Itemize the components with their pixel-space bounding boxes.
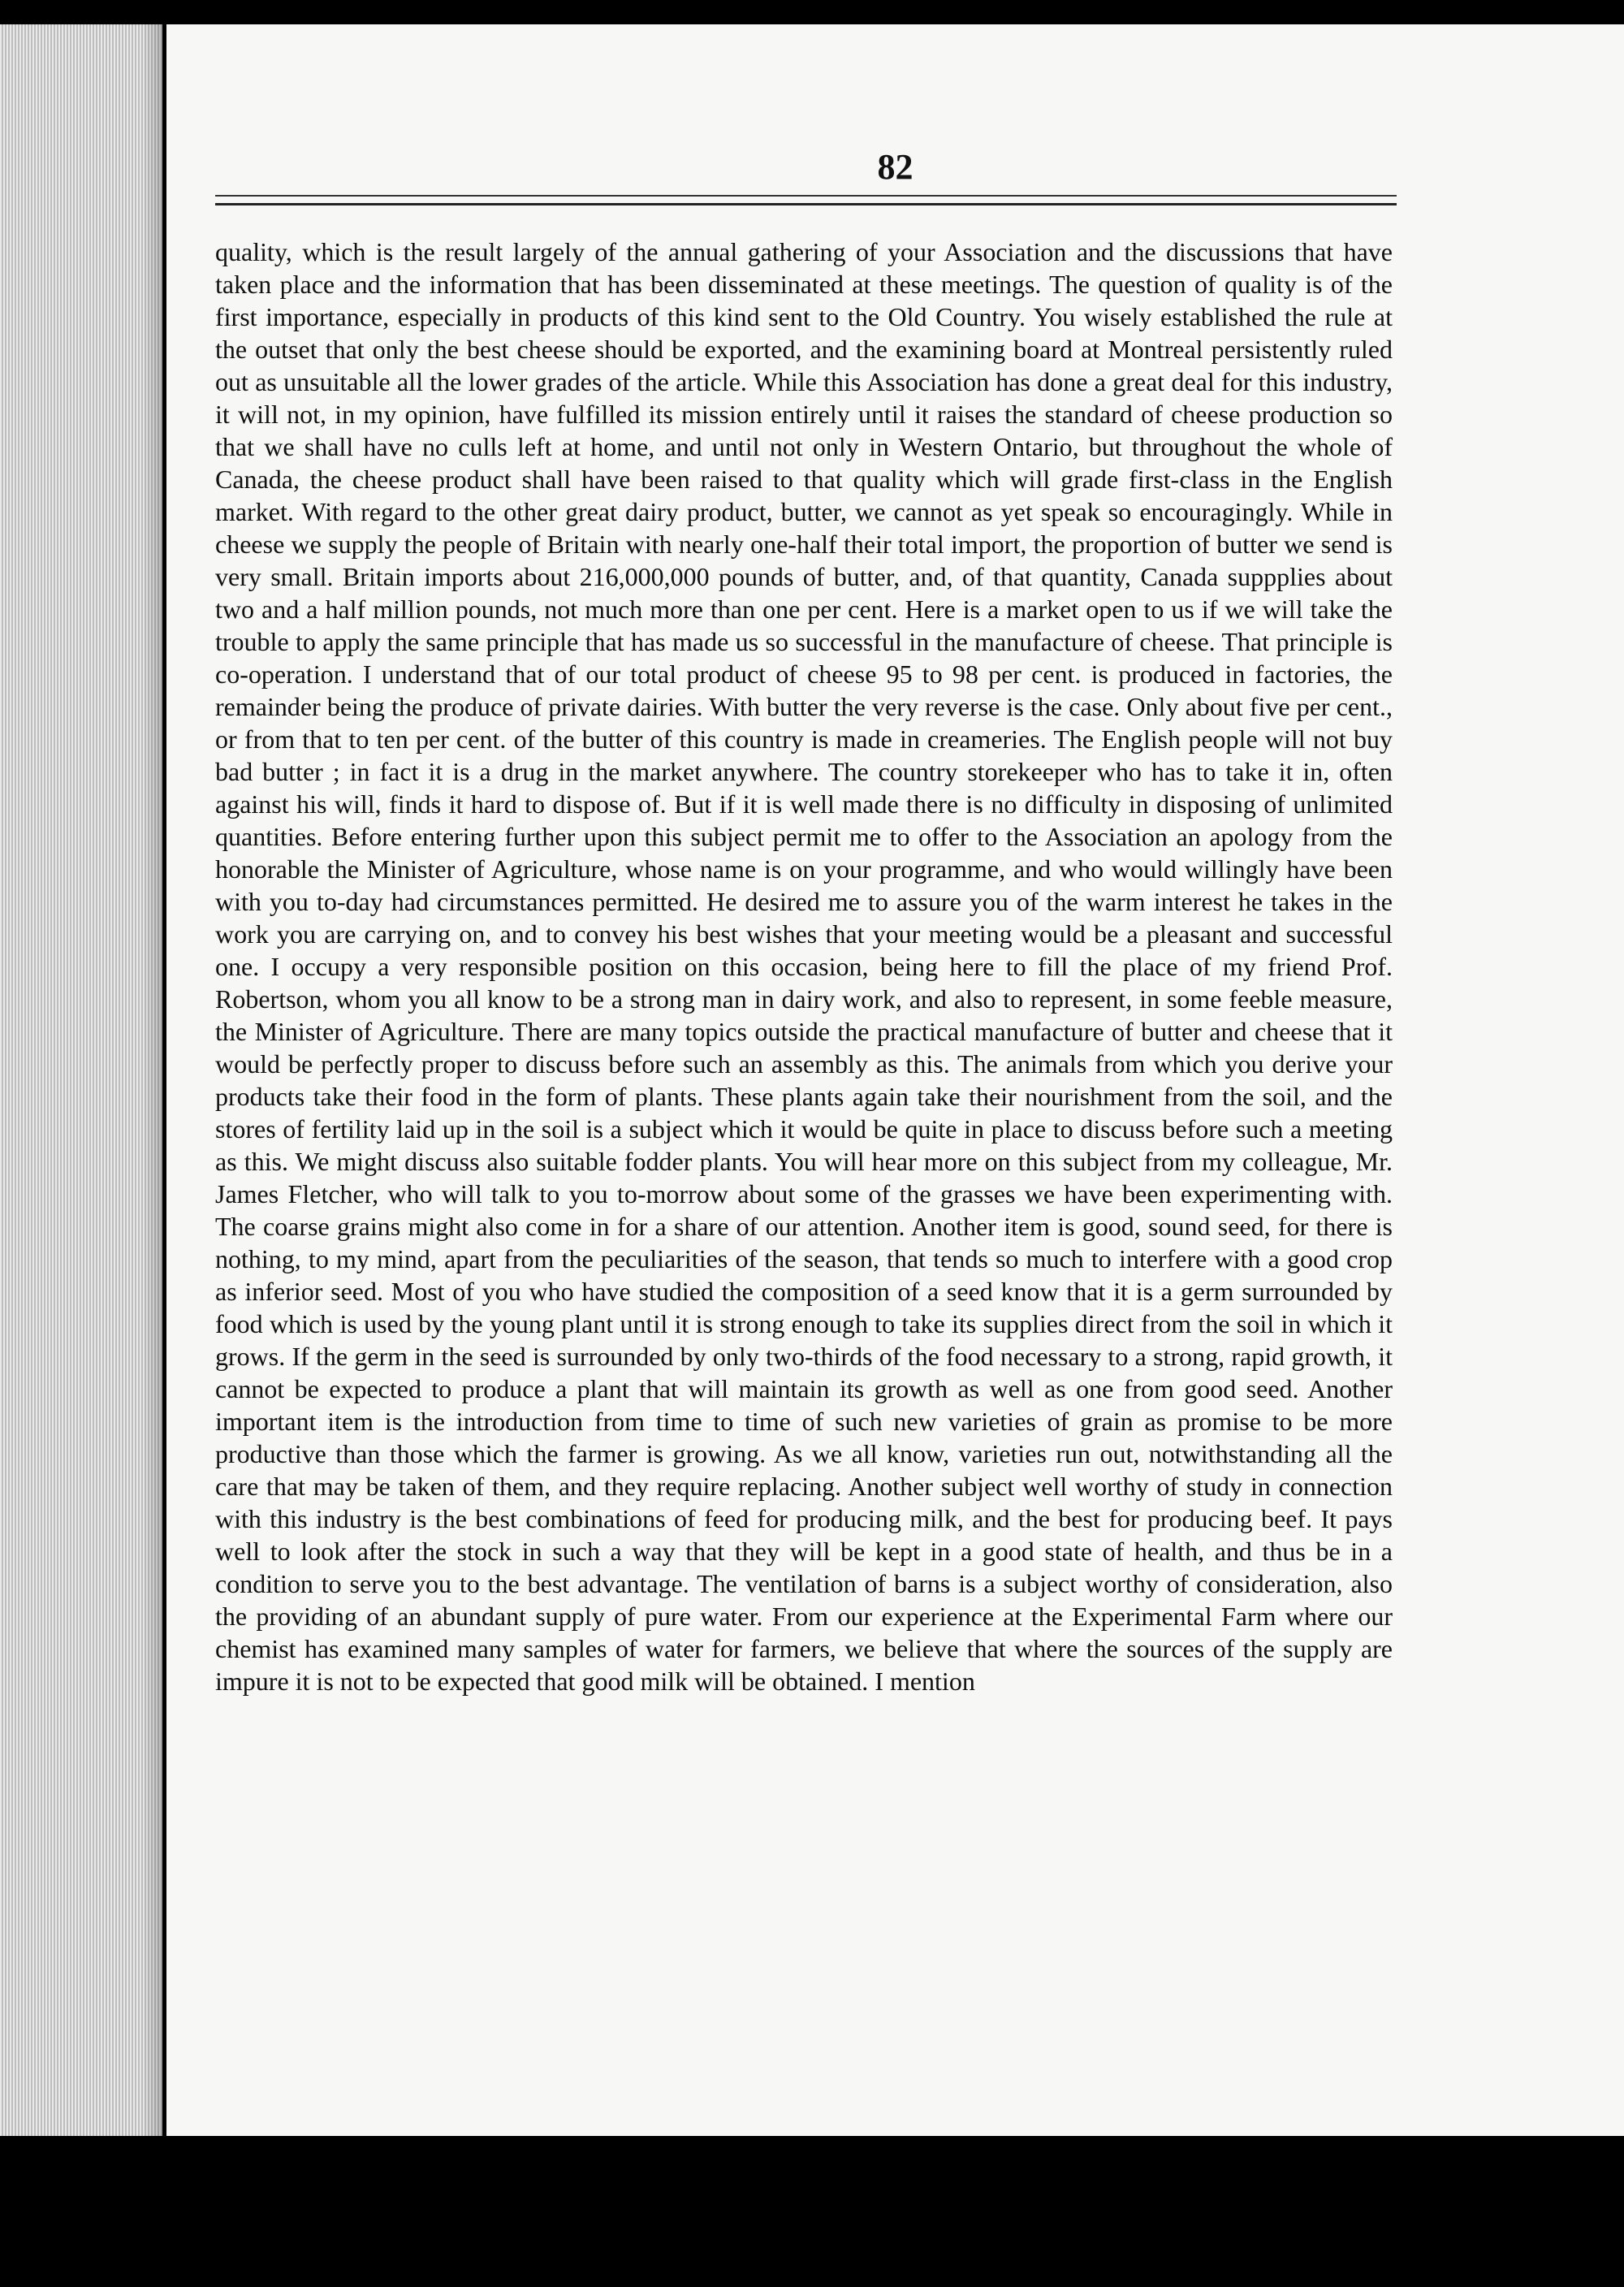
page-number: 82 — [877, 147, 914, 187]
scan-border-bottom — [0, 2136, 1624, 2287]
gutter-shadow — [142, 24, 166, 2136]
header-rule — [215, 195, 1397, 205]
body-paragraph: quality, which is the result largely of the annual gathering of your Association and the discussions that have taken place and the information that has been disseminated at these meetings. The question of quality is of the first importance, especially in products of this kind sent to the Old Country. You wisely established the rule at the outset that only the best cheese should be exported, and the examining board at Montreal persistently ruled out as unsuitable all the lower grades of the article. While this Association has done a great deal for this industry, it will not, in my opinion, have fulfilled its mission entirely until it raises the standard of cheese production so that we shall have no culls left at home, and until not only in Western Ontario, but throughout the whole of Canada, the cheese product shall have been raised to that quality which will grade first-class in the English market. With regard to the other great dairy product, butter, we cannot as yet speak so encouragingly. While in cheese we supply the people of Britain with nearly one-half their total import, the proportion of butter we send is very small. Britain imports about 216,000,000 pounds of butter, and, of that quantity, Canada suppplies about two and a half million pounds, not much more than one per cent. Here is a market open to us if we will take the trouble to apply the same principle that has made us so successful in the manufacture of cheese. That principle is co-operation. I understand that of our total product of cheese 95 to 98 per cent. is produced in factories, the remainder being the produce of private dairies. With butter the very reverse is the case. Only about five per cent., or from that to ten per cent. of the butter of this country is made in creameries. The English people will not buy bad butter ; in fact it is a drug in the market anywhere. The country storekeeper who has to take it in, often against his will, finds it hard to dispose of. But if it is well made there is no difficulty in disposing of unlimited quantities. Before entering further upon this subject permit me to offer to the Association an apology from the honorable the Minister of Agriculture, whose name is on your programme, and who would willingly have been with you to-day had circumstances permitted. He desired me to assure you of the warm interest he takes in the work you are carrying on, and to convey his best wishes that your meeting would be a pleasant and successful one. I occupy a very responsible position on this occasion, being here to fill the place of my friend Prof. Robertson, whom you all know to be a strong man in dairy work, and also to represent, in some feeble measure, the Minister of Agriculture. There are many topics outside the practical manufacture of butter and cheese that it would be perfectly proper to discuss before such an assembly as this. The animals from which you derive your products take their food in the form of plants. These plants again take their nourishment from the soil, and the stores of fertility laid up in the soil is a subject which it would be quite in place to discuss before such a meeting as this. We might discuss also suitable fodder plants. You will hear more on this subject from my colleague, Mr. James Fletcher, who will talk to you to-morrow about some of the grasses we have been experimenting with. The coarse grains might also come in for a share of our attention. Another item is good, sound seed, for there is nothing, to my mind, apart from the peculiarities of the season, that tends so much to interfere with a good crop as inferior seed. Most of you who have studied the composition of a seed know that it is a germ surrounded by food which is used by the young plant until it is strong enough to take its supplies direct from the soil in which it grows. If the germ in the seed is surrounded by only two-thirds of the food necessary to a strong, rapid growth, it cannot be expected to produce a plant that will maintain its growth as well as one from good seed. Another important item is the introduction from time to time of such new varieties of grain as promise to be more productive than those which the farmer is growing. As we all know, varieties run out, notwithstanding all the care that may be taken of them, and they require replacing. Another subject well worthy of study in connection with this industry is the best combinations of feed for producing milk, and the best for producing beef. It pays well to look after the stock in such a way that they will be kept in a good state of health, and thus be in a condition to serve you to the best advantage. The ventilation of barns is a subject worthy of consideration, also the providing of an abundant supply of pure water. From our experience at the Experimental Farm where our chemist has examined many samples of water for farmers, we believe that where the sources of the supply are impure it is not to be expected that good milk will be obtained. I mention — [215, 237, 1393, 1696]
book-page-edges — [0, 24, 162, 2136]
